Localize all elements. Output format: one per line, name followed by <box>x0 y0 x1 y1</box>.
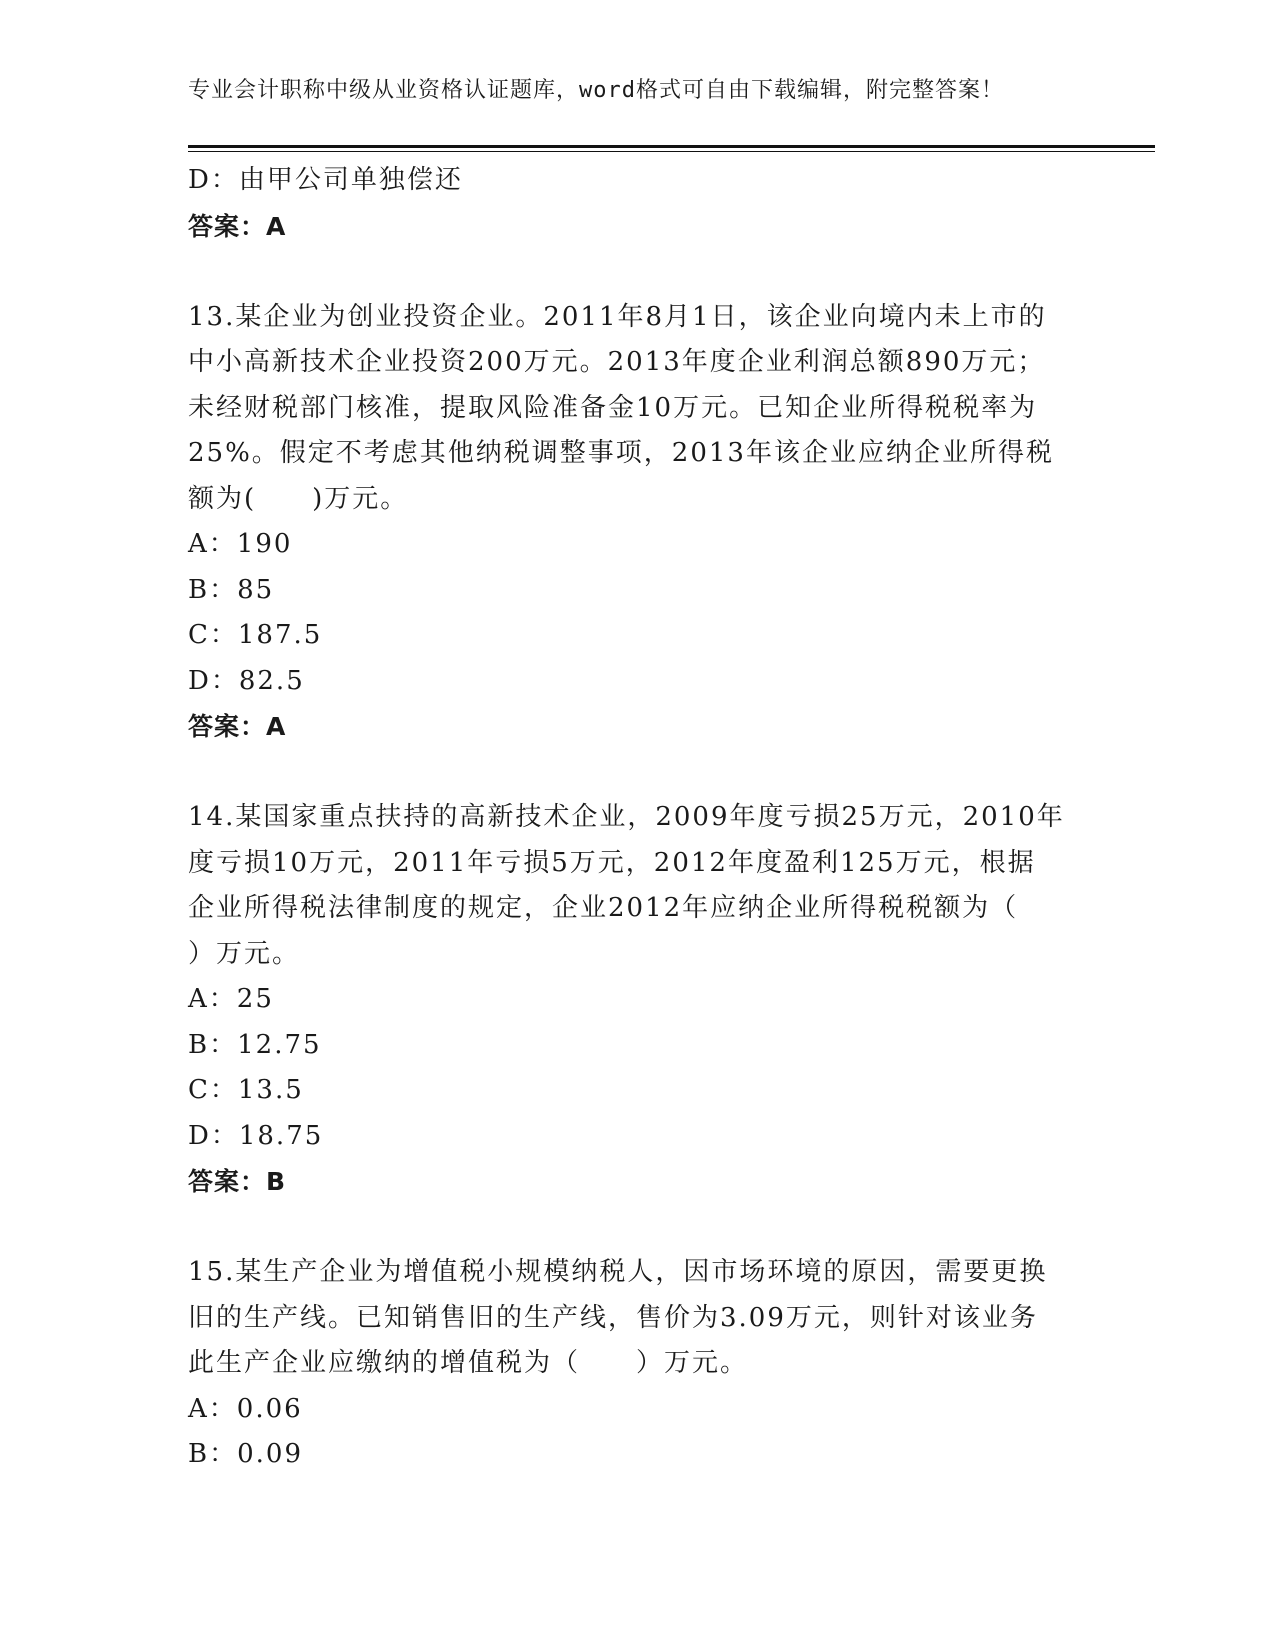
option-a: A：0.06 <box>188 1393 303 1424</box>
question-line: 25%。假定不考虑其他纳税调整事项，2013年该企业应纳企业所得税 <box>188 438 1054 468</box>
question-line: 此生产企业应缴纳的增值税为（ ）万元。 <box>188 1348 749 1378</box>
answer: 答案：B <box>188 1167 287 1196</box>
question-line: ）万元。 <box>188 938 301 969</box>
prev-answer: 答案：A <box>188 211 287 241</box>
question-15 <box>188 1250 1088 1478</box>
spacer <box>188 1205 1088 1251</box>
option-b: B：12.75 <box>188 1029 322 1060</box>
option-a: A：190 <box>188 529 293 559</box>
question-14 <box>188 795 1088 1205</box>
question-line: 企业所得税法律制度的规定，企业2012年应纳企业所得税税额为（ <box>188 893 1019 923</box>
header-rule-thick <box>188 145 1155 148</box>
spacer <box>188 750 1088 796</box>
document-body <box>188 158 1088 1478</box>
page-header: 专业会计职称中级从业资格认证题库，word格式可自由下载编辑，附完整答案！ <box>188 78 1004 103</box>
option-d: D：18.75 <box>188 1120 324 1151</box>
option-b: B：85 <box>188 574 275 605</box>
question-line: 中小高新技术企业投资200万元。2013年度企业利润总额890万元； <box>188 347 1046 377</box>
answer: 答案：A <box>188 712 287 741</box>
option-c: C：13.5 <box>188 1075 304 1105</box>
option-d: D：82.5 <box>188 665 305 696</box>
question-line: 旧的生产线。已知销售旧的生产线，售价为3.09万元，则针对该业务 <box>188 1302 1038 1333</box>
option-b: B：0.09 <box>188 1439 303 1469</box>
question-line: 额为( )万元。 <box>188 483 409 514</box>
option-c: C：187.5 <box>188 620 323 650</box>
header-rule-thin <box>188 151 1155 152</box>
question-line: 13.某企业为创业投资企业。2011年8月1日，该企业向境内未上市的 <box>188 301 1047 332</box>
question-13 <box>188 295 1088 750</box>
question-line: 未经财税部门核准，提取风险准备金10万元。已知企业所得税税率为 <box>188 392 1038 423</box>
option-a: A：25 <box>188 984 274 1014</box>
question-line: 14.某国家重点扶持的高新技术企业，2009年度亏损25万元，2010年 <box>188 802 1065 832</box>
prev-option-d: D：由甲公司单独偿还 <box>188 165 463 195</box>
spacer <box>188 249 1088 295</box>
question-line: 度亏损10万元，2011年亏损5万元，2012年度盈利125万元，根据 <box>188 847 1036 878</box>
question-line: 15.某生产企业为增值税小规模纳税人，因市场环境的原因，需要更换 <box>188 1257 1048 1287</box>
